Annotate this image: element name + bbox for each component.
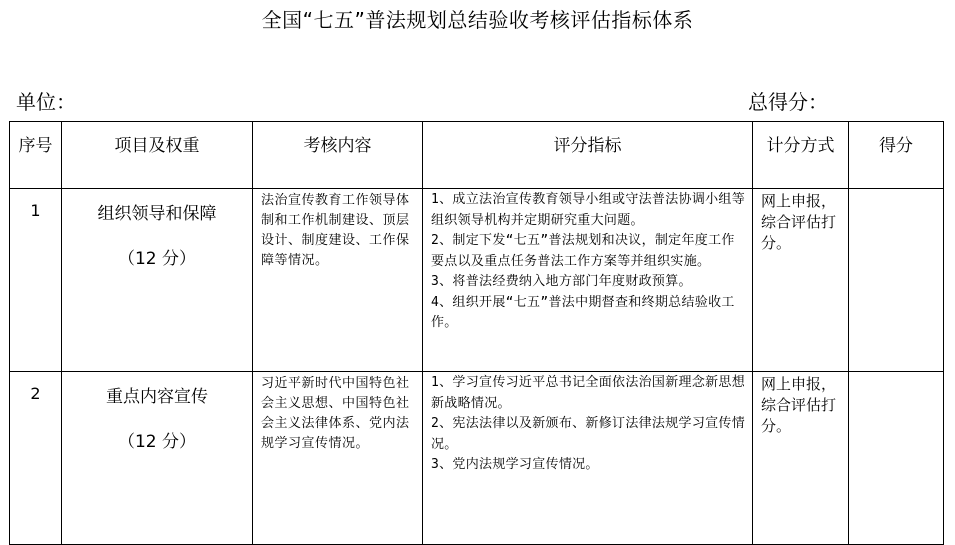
assessment-table bbox=[9, 121, 944, 545]
header-no: 序号 bbox=[10, 122, 62, 189]
criteria-item: 2、制定下发“七五”普法规划和决议，制定年度工作要点以及重点任务普法工作方案等并组织实施。 bbox=[431, 233, 735, 269]
table-row bbox=[10, 189, 944, 372]
row-score-cell[interactable] bbox=[849, 189, 944, 372]
item-name: 重点内容宣传 bbox=[106, 387, 208, 407]
row-method: 网上申报，综合评估打分。 bbox=[753, 372, 849, 545]
row-score-cell[interactable] bbox=[849, 372, 944, 545]
row-criteria bbox=[423, 189, 753, 372]
row-content: 法治宣传教育工作领导体制和工作机制建设、顶层设计、制度建设、工作保障等情况。 bbox=[253, 189, 423, 372]
item-weight: （12 分） bbox=[117, 432, 197, 452]
criteria-item: 2、宪法法律以及新颁布、新修订法律法规学习宣传情况。 bbox=[431, 416, 746, 452]
page-title: 全国“七五”普法规划总结验收考核评估指标体系 bbox=[261, 8, 694, 32]
total-score-label: 总得分： bbox=[748, 90, 828, 114]
row-method: 网上申报，综合评估打分。 bbox=[753, 189, 849, 372]
criteria-item: 1、成立法治宣传教育领导小组或守法普法协调小组等组织领导机构并定期研究重大问题。 bbox=[431, 192, 746, 228]
header-score: 得分 bbox=[849, 122, 944, 189]
table-row bbox=[10, 372, 944, 545]
header-method: 计分方式 bbox=[753, 122, 849, 189]
row-number: 2 bbox=[10, 372, 62, 545]
row-number: 1 bbox=[10, 189, 62, 372]
row-criteria bbox=[423, 372, 753, 545]
criteria-item: 3、将普法经费纳入地方部门年度财政预算。 bbox=[431, 274, 692, 289]
table-header-row bbox=[10, 122, 944, 189]
row-item bbox=[62, 189, 253, 372]
item-name: 组织领导和保障 bbox=[97, 204, 217, 224]
criteria-item: 3、党内法规学习宣传情况。 bbox=[431, 457, 599, 472]
unit-label: 单位： bbox=[16, 90, 76, 114]
header-criteria: 评分指标 bbox=[423, 122, 753, 189]
row-item bbox=[62, 372, 253, 545]
criteria-item: 1、学习宣传习近平总书记全面依法治国新理念新思想新战略情况。 bbox=[431, 375, 746, 411]
criteria-item: 4、组织开展“七五”普法中期督查和终期总结验收工作。 bbox=[431, 294, 735, 330]
row-content: 习近平新时代中国特色社会主义思想、中国特色社会主义法律体系、党内法规学习宣传情况。 bbox=[253, 372, 423, 545]
item-weight: （12 分） bbox=[117, 249, 197, 269]
header-item: 项目及权重 bbox=[62, 122, 253, 189]
header-content: 考核内容 bbox=[253, 122, 423, 189]
